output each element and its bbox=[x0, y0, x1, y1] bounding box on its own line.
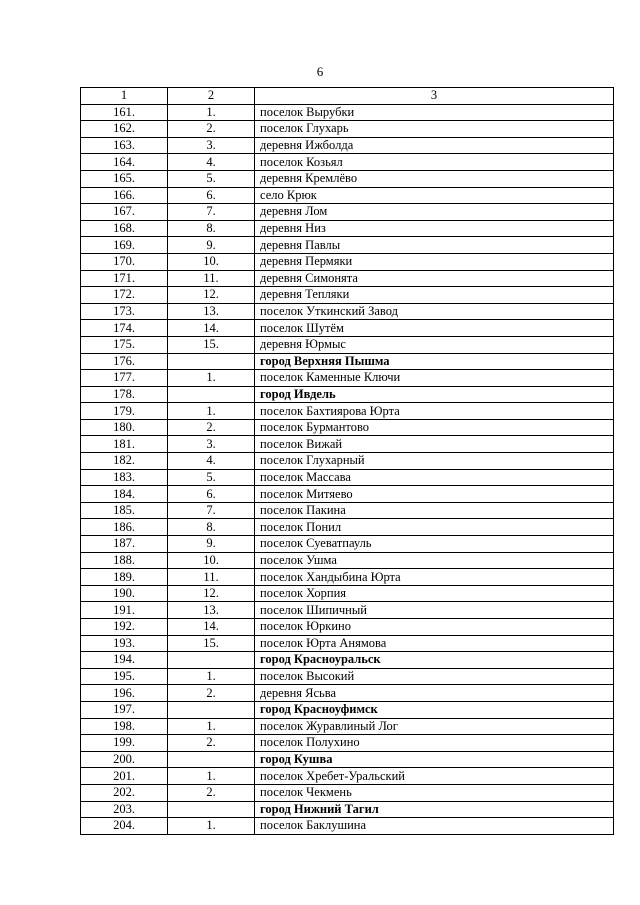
sub-number-cell: 3. bbox=[168, 436, 255, 453]
table-row bbox=[81, 751, 614, 768]
table-row bbox=[81, 403, 614, 420]
page-number: 6 bbox=[316, 64, 324, 79]
table-row bbox=[81, 701, 614, 718]
table-row bbox=[81, 154, 614, 171]
table-row bbox=[81, 453, 614, 470]
settlement-name-cell: город Красноуральск bbox=[255, 652, 614, 669]
row-number-cell: 180. bbox=[81, 419, 168, 436]
table-row bbox=[81, 768, 614, 785]
sub-number-cell: 12. bbox=[168, 287, 255, 304]
sub-number-cell: 1. bbox=[168, 818, 255, 835]
sub-number-cell bbox=[168, 751, 255, 768]
table-row bbox=[81, 619, 614, 636]
table-row bbox=[81, 502, 614, 519]
sub-number-cell: 3. bbox=[168, 137, 255, 154]
sub-number-cell: 11. bbox=[168, 270, 255, 287]
settlement-name-cell: город Верхняя Пышма bbox=[255, 353, 614, 370]
sub-number-cell: 5. bbox=[168, 170, 255, 187]
settlement-name-cell: деревня Тепляки bbox=[255, 287, 614, 304]
row-number-cell: 161. bbox=[81, 104, 168, 121]
row-number-cell: 162. bbox=[81, 121, 168, 138]
table-row bbox=[81, 668, 614, 685]
settlement-name-cell: поселок Вижай bbox=[255, 436, 614, 453]
settlement-name-cell: поселок Пакина bbox=[255, 502, 614, 519]
row-number-cell: 203. bbox=[81, 801, 168, 818]
sub-number-cell: 4. bbox=[168, 154, 255, 171]
row-number-cell: 178. bbox=[81, 386, 168, 403]
settlement-name-cell: поселок Глухарь bbox=[255, 121, 614, 138]
settlement-name-cell: поселок Хребет-Уральский bbox=[255, 768, 614, 785]
table-row bbox=[81, 204, 614, 221]
sub-number-cell: 1. bbox=[168, 370, 255, 387]
settlement-name-cell: поселок Митяево bbox=[255, 486, 614, 503]
settlement-name-cell: поселок Журавлиный Лог bbox=[255, 718, 614, 735]
sub-number-cell: 15. bbox=[168, 635, 255, 652]
row-number-cell: 196. bbox=[81, 685, 168, 702]
row-number-cell: 179. bbox=[81, 403, 168, 420]
table-row bbox=[81, 685, 614, 702]
table-row bbox=[81, 237, 614, 254]
settlement-name-cell: поселок Козьял bbox=[255, 154, 614, 171]
settlement-name-cell: деревня Ясьва bbox=[255, 685, 614, 702]
sub-number-cell: 6. bbox=[168, 486, 255, 503]
settlement-name-cell: деревня Лом bbox=[255, 204, 614, 221]
settlement-name-cell: поселок Хорпия bbox=[255, 585, 614, 602]
row-number-cell: 175. bbox=[81, 336, 168, 353]
settlement-name-cell: поселок Ушма bbox=[255, 552, 614, 569]
settlement-name-cell: поселок Каменные Ключи bbox=[255, 370, 614, 387]
row-number-cell: 176. bbox=[81, 353, 168, 370]
settlement-name-cell: деревня Павлы bbox=[255, 237, 614, 254]
sub-number-cell: 7. bbox=[168, 502, 255, 519]
row-number-cell: 198. bbox=[81, 718, 168, 735]
sub-number-cell: 5. bbox=[168, 469, 255, 486]
sub-number-cell: 1. bbox=[168, 403, 255, 420]
settlement-name-cell: поселок Бахтиярова Юрта bbox=[255, 403, 614, 420]
row-number-cell: 185. bbox=[81, 502, 168, 519]
settlement-name-cell: поселок Понил bbox=[255, 519, 614, 536]
row-number-cell: 181. bbox=[81, 436, 168, 453]
settlement-name-cell: поселок Массава bbox=[255, 469, 614, 486]
table-row bbox=[81, 652, 614, 669]
sub-number-cell: 8. bbox=[168, 220, 255, 237]
settlement-name-cell: деревня Низ bbox=[255, 220, 614, 237]
settlement-name-cell: поселок Глухарный bbox=[255, 453, 614, 470]
settlement-name-cell: поселок Суеватпауль bbox=[255, 536, 614, 553]
settlement-name-cell: деревня Юрмыс bbox=[255, 336, 614, 353]
settlement-name-cell: поселок Юрта Анямова bbox=[255, 635, 614, 652]
row-number-cell: 184. bbox=[81, 486, 168, 503]
sub-number-cell: 12. bbox=[168, 585, 255, 602]
table-row bbox=[81, 121, 614, 138]
row-number-cell: 200. bbox=[81, 751, 168, 768]
settlement-name-cell: село Крюк bbox=[255, 187, 614, 204]
settlement-name-cell: деревня Симонята bbox=[255, 270, 614, 287]
table-row bbox=[81, 469, 614, 486]
table-row bbox=[81, 320, 614, 337]
sub-number-cell: 1. bbox=[168, 718, 255, 735]
settlement-name-cell: деревня Ижболда bbox=[255, 137, 614, 154]
settlement-name-cell: поселок Баклушина bbox=[255, 818, 614, 835]
row-number-cell: 188. bbox=[81, 552, 168, 569]
row-number-cell: 195. bbox=[81, 668, 168, 685]
settlement-name-cell: город Кушва bbox=[255, 751, 614, 768]
table-row bbox=[81, 370, 614, 387]
table-row bbox=[81, 486, 614, 503]
sub-number-cell: 14. bbox=[168, 619, 255, 636]
sub-number-cell: 13. bbox=[168, 303, 255, 320]
sub-number-cell: 6. bbox=[168, 187, 255, 204]
sub-number-cell: 1. bbox=[168, 668, 255, 685]
table-row bbox=[81, 436, 614, 453]
sub-number-cell bbox=[168, 701, 255, 718]
settlement-name-cell: поселок Шутём bbox=[255, 320, 614, 337]
row-number-cell: 166. bbox=[81, 187, 168, 204]
settlement-name-cell: город Ивдель bbox=[255, 386, 614, 403]
row-number-cell: 187. bbox=[81, 536, 168, 553]
settlement-name-cell: поселок Вырубки bbox=[255, 104, 614, 121]
row-number-cell: 189. bbox=[81, 569, 168, 586]
sub-number-cell: 13. bbox=[168, 602, 255, 619]
row-number-cell: 177. bbox=[81, 370, 168, 387]
row-number-cell: 193. bbox=[81, 635, 168, 652]
row-number-cell: 167. bbox=[81, 204, 168, 221]
table-row bbox=[81, 818, 614, 835]
sub-number-cell: 10. bbox=[168, 253, 255, 270]
sub-number-cell: 9. bbox=[168, 536, 255, 553]
row-number-cell: 174. bbox=[81, 320, 168, 337]
row-number-cell: 168. bbox=[81, 220, 168, 237]
table-row bbox=[81, 718, 614, 735]
row-number-cell: 171. bbox=[81, 270, 168, 287]
table-row bbox=[81, 536, 614, 553]
sub-number-cell: 9. bbox=[168, 237, 255, 254]
settlement-name-cell: поселок Уткинский Завод bbox=[255, 303, 614, 320]
settlement-name-cell: город Нижний Тагил bbox=[255, 801, 614, 818]
sub-number-cell: 4. bbox=[168, 453, 255, 470]
table-row bbox=[81, 386, 614, 403]
table-row bbox=[81, 801, 614, 818]
column-header-1: 1 bbox=[81, 88, 168, 105]
settlement-name-cell: город Красноуфимск bbox=[255, 701, 614, 718]
table-row bbox=[81, 569, 614, 586]
table-row bbox=[81, 519, 614, 536]
table-row bbox=[81, 784, 614, 801]
table-row bbox=[81, 287, 614, 304]
row-number-cell: 164. bbox=[81, 154, 168, 171]
column-header-3: 3 bbox=[255, 88, 614, 105]
sub-number-cell: 11. bbox=[168, 569, 255, 586]
sub-number-cell: 2. bbox=[168, 121, 255, 138]
table-row bbox=[81, 585, 614, 602]
sub-number-cell: 8. bbox=[168, 519, 255, 536]
settlement-name-cell: поселок Шипичный bbox=[255, 602, 614, 619]
settlement-name-cell: поселок Полухино bbox=[255, 735, 614, 752]
table-row bbox=[81, 552, 614, 569]
table-row bbox=[81, 104, 614, 121]
table-row bbox=[81, 170, 614, 187]
settlement-name-cell: поселок Хандыбина Юрта bbox=[255, 569, 614, 586]
row-number-cell: 183. bbox=[81, 469, 168, 486]
table-row bbox=[81, 602, 614, 619]
table-row bbox=[81, 270, 614, 287]
table-row bbox=[81, 635, 614, 652]
table-row bbox=[81, 303, 614, 320]
table-row bbox=[81, 253, 614, 270]
sub-number-cell bbox=[168, 386, 255, 403]
row-number-cell: 163. bbox=[81, 137, 168, 154]
row-number-cell: 169. bbox=[81, 237, 168, 254]
row-number-cell: 182. bbox=[81, 453, 168, 470]
row-number-cell: 199. bbox=[81, 735, 168, 752]
table-row bbox=[81, 419, 614, 436]
table-row bbox=[81, 336, 614, 353]
row-number-cell: 197. bbox=[81, 701, 168, 718]
sub-number-cell: 2. bbox=[168, 784, 255, 801]
sub-number-cell bbox=[168, 353, 255, 370]
sub-number-cell: 15. bbox=[168, 336, 255, 353]
sub-number-cell: 2. bbox=[168, 685, 255, 702]
table-row bbox=[81, 220, 614, 237]
sub-number-cell: 2. bbox=[168, 419, 255, 436]
table-row bbox=[81, 137, 614, 154]
table-row bbox=[81, 353, 614, 370]
row-number-cell: 204. bbox=[81, 818, 168, 835]
sub-number-cell: 2. bbox=[168, 735, 255, 752]
table-row bbox=[81, 735, 614, 752]
table-header-row bbox=[81, 88, 614, 105]
settlement-name-cell: поселок Юркино bbox=[255, 619, 614, 636]
settlement-name-cell: поселок Бурмантово bbox=[255, 419, 614, 436]
row-number-cell: 173. bbox=[81, 303, 168, 320]
column-header-2: 2 bbox=[168, 88, 255, 105]
sub-number-cell bbox=[168, 801, 255, 818]
sub-number-cell: 1. bbox=[168, 768, 255, 785]
settlement-name-cell: деревня Пермяки bbox=[255, 253, 614, 270]
settlement-name-cell: поселок Высокий bbox=[255, 668, 614, 685]
sub-number-cell bbox=[168, 652, 255, 669]
row-number-cell: 190. bbox=[81, 585, 168, 602]
row-number-cell: 172. bbox=[81, 287, 168, 304]
row-number-cell: 201. bbox=[81, 768, 168, 785]
sub-number-cell: 7. bbox=[168, 204, 255, 221]
row-number-cell: 202. bbox=[81, 784, 168, 801]
sub-number-cell: 10. bbox=[168, 552, 255, 569]
row-number-cell: 170. bbox=[81, 253, 168, 270]
settlements-table bbox=[80, 87, 614, 835]
settlement-name-cell: поселок Чекмень bbox=[255, 784, 614, 801]
row-number-cell: 192. bbox=[81, 619, 168, 636]
row-number-cell: 194. bbox=[81, 652, 168, 669]
sub-number-cell: 1. bbox=[168, 104, 255, 121]
row-number-cell: 165. bbox=[81, 170, 168, 187]
row-number-cell: 186. bbox=[81, 519, 168, 536]
settlement-name-cell: деревня Кремлёво bbox=[255, 170, 614, 187]
row-number-cell: 191. bbox=[81, 602, 168, 619]
table-row bbox=[81, 187, 614, 204]
sub-number-cell: 14. bbox=[168, 320, 255, 337]
